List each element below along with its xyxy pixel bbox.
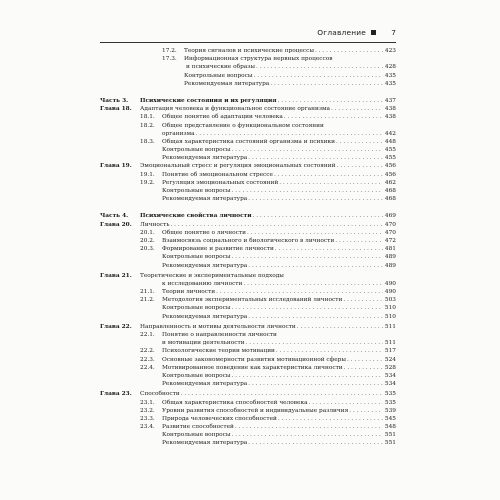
toc-entry-title: Направленность и мотивы деятельности личности bbox=[140, 323, 296, 330]
toc-leader-dots bbox=[344, 364, 383, 372]
toc-page-number: 517 bbox=[384, 348, 396, 355]
toc-section-number: 22.2. bbox=[140, 348, 155, 355]
toc-entry-title: Формирование и развитие личности bbox=[162, 246, 274, 253]
toc-section-entry[interactable] bbox=[100, 364, 396, 372]
toc-entry-title: Рекомендуемая литература bbox=[162, 440, 248, 447]
toc-entry-title: Эмоциональный стресс и регуляция эмоциональных состояний bbox=[140, 163, 336, 170]
toc-section-number: 21.2. bbox=[140, 297, 155, 304]
toc-chapter-entry[interactable] bbox=[100, 323, 396, 331]
toc-section-number: 23.2. bbox=[140, 407, 155, 414]
toc-entry-title: Понятие о направленности личности bbox=[162, 332, 277, 338]
toc-section-number: 21.1. bbox=[140, 289, 155, 296]
toc-leader-dots bbox=[275, 245, 383, 253]
toc-section-entry[interactable] bbox=[100, 431, 396, 439]
toc-entry-title: Личность bbox=[140, 221, 170, 228]
toc-entry-title: Рекомендуемая литература bbox=[162, 196, 248, 203]
toc-section-number: 17.3. bbox=[162, 56, 177, 63]
toc-page-number: 524 bbox=[384, 356, 396, 363]
toc-page-number: 551 bbox=[384, 432, 396, 439]
toc-section-entry[interactable] bbox=[100, 195, 396, 203]
toc-page-number: 551 bbox=[384, 440, 396, 447]
toc-leader-dots bbox=[343, 296, 383, 304]
toc-section-entry[interactable] bbox=[100, 313, 396, 321]
toc-section-entry[interactable] bbox=[100, 296, 396, 304]
toc-entry-title: Общее понятие об адаптации человека bbox=[162, 114, 283, 121]
toc-section-entry[interactable] bbox=[100, 171, 396, 179]
toc-entry-title: Контрольные вопросы bbox=[162, 188, 231, 194]
toc-page-number: 548 bbox=[384, 424, 396, 431]
toc-leader-dots bbox=[270, 80, 383, 88]
toc-page-number: 438 bbox=[384, 106, 396, 113]
toc-leader-dots bbox=[248, 380, 383, 388]
toc-entry-title: Развитие способностей bbox=[162, 424, 234, 431]
toc-leader-dots bbox=[254, 72, 383, 80]
toc-leader-dots bbox=[181, 390, 383, 398]
toc-leader-dots bbox=[232, 187, 383, 195]
toc-leader-dots bbox=[349, 407, 383, 415]
toc-entry-title: к исследованию личности bbox=[162, 280, 243, 287]
toc-section-entry[interactable] bbox=[100, 356, 396, 364]
toc-leader-dots bbox=[336, 138, 383, 146]
toc-entry-title: Теоретические и экспериментальные подходы bbox=[140, 272, 284, 279]
toc-page-number: 442 bbox=[384, 130, 396, 137]
toc-page-number: 534 bbox=[384, 372, 396, 379]
toc-entry-label: Глава 23. bbox=[100, 391, 132, 398]
toc-leader-dots bbox=[216, 288, 383, 296]
toc-page-number: 490 bbox=[384, 280, 396, 287]
toc-page-number: 511 bbox=[384, 340, 396, 347]
toc-section-entry[interactable] bbox=[100, 63, 396, 71]
header-title: Оглавление bbox=[317, 28, 366, 37]
toc-leader-dots bbox=[171, 221, 384, 229]
toc-page-number: 437 bbox=[384, 97, 396, 104]
toc-page-number: 535 bbox=[384, 399, 396, 406]
table-of-contents bbox=[100, 47, 396, 448]
toc-section-entry[interactable] bbox=[100, 154, 396, 162]
toc-leader-dots bbox=[309, 399, 383, 407]
toc-page-number: 455 bbox=[384, 155, 396, 162]
toc-section-number: 19.2. bbox=[140, 179, 155, 186]
toc-section-number: 19.1. bbox=[140, 171, 155, 178]
toc-section-entry[interactable] bbox=[100, 253, 396, 261]
toc-page-number: 510 bbox=[384, 313, 396, 320]
toc-entry-title: Рекомендуемая литература bbox=[162, 381, 248, 388]
toc-entry-title: Информационная структура нервных процессов bbox=[184, 56, 333, 63]
toc-entry-title: Общее представление о функциональном состоянии bbox=[162, 122, 324, 129]
toc-leader-dots bbox=[284, 113, 383, 121]
toc-page-number: 489 bbox=[384, 262, 396, 269]
toc-page-number: 510 bbox=[384, 305, 396, 312]
toc-leader-dots bbox=[279, 179, 383, 187]
toc-entry-label: Глава 22. bbox=[100, 323, 132, 330]
toc-section-entry[interactable] bbox=[100, 72, 396, 80]
toc-page-number: 462 bbox=[384, 179, 396, 186]
toc-leader-dots bbox=[232, 304, 383, 312]
toc-leader-dots bbox=[232, 372, 383, 380]
toc-leader-dots bbox=[248, 313, 383, 321]
toc-entry-title: и мотивации деятельности bbox=[162, 340, 245, 347]
toc-section-entry[interactable] bbox=[100, 113, 396, 121]
toc-entry-title: Теория сигналов и психические процессы bbox=[184, 48, 315, 54]
toc-entry-title: Общая характеристика состояний организма и психики bbox=[162, 138, 336, 145]
toc-section-entry[interactable] bbox=[100, 146, 396, 154]
toc-section-number: 20.3. bbox=[140, 246, 155, 253]
toc-entry-title: и психические образы bbox=[186, 64, 256, 71]
toc-section-entry[interactable] bbox=[100, 280, 396, 288]
toc-section-number: 22.3. bbox=[140, 356, 155, 363]
toc-page-number: 455 bbox=[384, 147, 396, 154]
toc-entry-title: Общее понятие о личности bbox=[162, 229, 246, 236]
toc-leader-dots bbox=[232, 146, 383, 154]
toc-entry-title: Психические состояния и их регуляция bbox=[140, 97, 277, 104]
toc-section-number: 22.4. bbox=[140, 364, 155, 371]
toc-entry-label: Глава 18. bbox=[100, 106, 132, 113]
toc-entry-title: Психические свойства личности bbox=[140, 213, 252, 220]
toc-section-number: 23.3. bbox=[140, 415, 155, 422]
toc-entry-title: Контрольные вопросы bbox=[162, 372, 231, 379]
toc-leader-dots bbox=[235, 423, 383, 431]
toc-section-entry[interactable] bbox=[100, 339, 396, 347]
toc-page-number: 456 bbox=[384, 163, 396, 170]
toc-section-entry[interactable] bbox=[100, 237, 396, 245]
toc-leader-dots bbox=[232, 431, 383, 439]
toc-section-number: 23.1. bbox=[140, 399, 155, 406]
toc-page-number: 468 bbox=[384, 196, 396, 203]
toc-leader-dots bbox=[274, 171, 383, 179]
toc-leader-dots bbox=[246, 339, 383, 347]
toc-entry-title: Контрольные вопросы bbox=[162, 432, 231, 439]
toc-page-number: 539 bbox=[384, 407, 396, 414]
toc-section-entry[interactable] bbox=[100, 179, 396, 187]
toc-leader-dots bbox=[253, 212, 383, 220]
toc-page-number: 470 bbox=[384, 229, 396, 236]
toc-leader-dots bbox=[256, 63, 383, 71]
toc-page-number: 545 bbox=[384, 415, 396, 422]
toc-entry-title: Контрольные вопросы bbox=[162, 254, 231, 261]
toc-section-number: 18.3. bbox=[140, 138, 155, 145]
toc-section-entry[interactable] bbox=[100, 415, 396, 423]
toc-entry-label: Глава 20. bbox=[100, 221, 132, 228]
toc-section-entry[interactable] bbox=[100, 380, 396, 388]
toc-page-number: 490 bbox=[384, 289, 396, 296]
toc-entry-title: Контрольные вопросы bbox=[162, 305, 231, 312]
toc-chapter-entry[interactable] bbox=[100, 105, 396, 113]
toc-section-entry[interactable] bbox=[100, 372, 396, 380]
toc-section-number: 18.2. bbox=[140, 122, 155, 129]
toc-spacer bbox=[100, 203, 396, 212]
toc-leader-dots bbox=[297, 323, 383, 331]
toc-section-entry[interactable] bbox=[100, 138, 396, 146]
toc-chapter-entry[interactable] bbox=[100, 390, 396, 398]
toc-part-entry[interactable] bbox=[100, 97, 396, 105]
toc-entry-title: Мотивированное поведение как характеристика личности bbox=[162, 364, 343, 371]
toc-section-entry[interactable] bbox=[100, 262, 396, 270]
toc-section-entry[interactable] bbox=[100, 245, 396, 253]
toc-entry-title: организма bbox=[162, 130, 195, 137]
toc-section-entry[interactable] bbox=[100, 187, 396, 195]
toc-page-number: 481 bbox=[384, 246, 396, 253]
toc-entry-title: Рекомендуемая литература bbox=[162, 262, 248, 269]
toc-entry-title: Контрольные вопросы bbox=[184, 72, 253, 79]
toc-leader-dots bbox=[278, 415, 383, 423]
toc-leader-dots bbox=[196, 130, 383, 138]
toc-leader-dots bbox=[276, 347, 383, 355]
toc-spacer bbox=[100, 88, 396, 97]
toc-section-entry[interactable] bbox=[100, 423, 396, 431]
toc-page-number: 503 bbox=[384, 297, 396, 304]
toc-entry-label: Часть 4. bbox=[100, 213, 129, 220]
toc-page-number: 448 bbox=[384, 138, 396, 145]
toc-leader-dots bbox=[337, 162, 383, 170]
toc-chapter-entry[interactable] bbox=[100, 221, 396, 229]
toc-entry-label: Глава 21. bbox=[100, 272, 132, 279]
toc-section-entry[interactable] bbox=[100, 288, 396, 296]
toc-leader-dots bbox=[232, 253, 383, 261]
toc-entry-title: Рекомендуемая литература bbox=[162, 313, 248, 320]
toc-section-entry[interactable] bbox=[100, 439, 396, 447]
toc-leader-dots bbox=[247, 229, 383, 237]
toc-entry-label: Глава 19. bbox=[100, 163, 132, 170]
toc-leader-dots bbox=[335, 237, 383, 245]
toc-page-number: 428 bbox=[384, 64, 396, 71]
toc-entry-title: Рекомендуемая литература bbox=[184, 80, 270, 87]
toc-section-entry[interactable] bbox=[100, 347, 396, 355]
toc-section-number: 18.1. bbox=[140, 114, 155, 121]
toc-leader-dots bbox=[278, 97, 383, 105]
toc-section-entry[interactable] bbox=[100, 407, 396, 415]
toc-leader-dots bbox=[248, 154, 383, 162]
toc-chapter-entry[interactable] bbox=[100, 272, 396, 280]
toc-section-entry[interactable] bbox=[100, 229, 396, 237]
toc-leader-dots bbox=[243, 280, 383, 288]
toc-page-number: 534 bbox=[384, 381, 396, 388]
toc-section-entry[interactable] bbox=[100, 80, 396, 88]
toc-page-number: 528 bbox=[384, 364, 396, 371]
toc-section-entry[interactable] bbox=[100, 304, 396, 312]
toc-page-number: 435 bbox=[384, 80, 396, 87]
toc-section-entry[interactable] bbox=[100, 130, 396, 138]
toc-entry-title: Контрольные вопросы bbox=[162, 147, 231, 154]
toc-section-entry[interactable] bbox=[100, 399, 396, 407]
toc-entry-title: Основные закономерности развития мотивационной сферы bbox=[162, 356, 346, 363]
toc-page-number: 468 bbox=[384, 188, 396, 194]
toc-entry-title: Рекомендуемая литература bbox=[162, 155, 248, 162]
toc-entry-title: Адаптация человека и функциональное состояние организма bbox=[140, 106, 330, 113]
toc-entry-label: Часть 3. bbox=[100, 97, 129, 104]
header-square-mark bbox=[371, 30, 376, 35]
toc-leader-dots bbox=[248, 195, 383, 203]
toc-entry-title: Общая характеристика способностей человека bbox=[162, 399, 308, 406]
toc-page-number: 470 bbox=[384, 221, 396, 228]
toc-section-number: 22.1. bbox=[140, 332, 155, 338]
toc-section-number: 17.2. bbox=[162, 48, 177, 54]
toc-section-number: 20.1. bbox=[140, 229, 155, 236]
toc-section-number: 20.2. bbox=[140, 237, 155, 244]
toc-leader-dots bbox=[248, 262, 383, 270]
toc-entry-title: Уровни развития способностей и индивидуальные различия bbox=[162, 407, 349, 414]
toc-leader-dots bbox=[347, 356, 383, 364]
toc-entry-title: Психологические теории мотивации bbox=[162, 348, 275, 355]
toc-section-entry[interactable] bbox=[100, 122, 396, 130]
toc-entry-title: Методология экспериментальных исследований личности bbox=[162, 297, 343, 304]
toc-page-number: 511 bbox=[384, 323, 396, 330]
page-number: 7 bbox=[391, 28, 396, 37]
toc-page-number: 472 bbox=[384, 237, 396, 244]
toc-page-number: 423 bbox=[384, 48, 396, 54]
toc-leader-dots bbox=[315, 47, 383, 55]
toc-entry-title: Способности bbox=[140, 391, 180, 398]
toc-page-number: 438 bbox=[384, 114, 396, 121]
toc-entry-title: Природа человеческих способностей bbox=[162, 415, 277, 422]
toc-entry-title: Взаимосвязь социального и биологического в личности bbox=[162, 237, 335, 244]
toc-page-number: 456 bbox=[384, 171, 396, 178]
running-header bbox=[100, 26, 396, 43]
toc-page-number: 435 bbox=[384, 72, 396, 79]
toc-leader-dots bbox=[248, 439, 383, 447]
toc-part-entry[interactable] bbox=[100, 212, 396, 220]
toc-page-number: 489 bbox=[384, 254, 396, 261]
toc-leader-dots bbox=[331, 105, 383, 113]
toc-entry-title: Регуляция эмоциональных состояний bbox=[162, 179, 279, 186]
toc-section-entry[interactable] bbox=[100, 47, 396, 55]
toc-page-number: 535 bbox=[384, 391, 396, 398]
toc-page-number: 469 bbox=[384, 213, 396, 220]
toc-entry-title: Теории личности bbox=[162, 289, 216, 296]
toc-section-entry[interactable] bbox=[100, 55, 396, 63]
toc-section-number: 23.4. bbox=[140, 424, 155, 431]
toc-section-entry[interactable] bbox=[100, 331, 396, 339]
toc-chapter-entry[interactable] bbox=[100, 162, 396, 170]
toc-entry-title: Понятие об эмоциональном стрессе bbox=[162, 171, 273, 178]
